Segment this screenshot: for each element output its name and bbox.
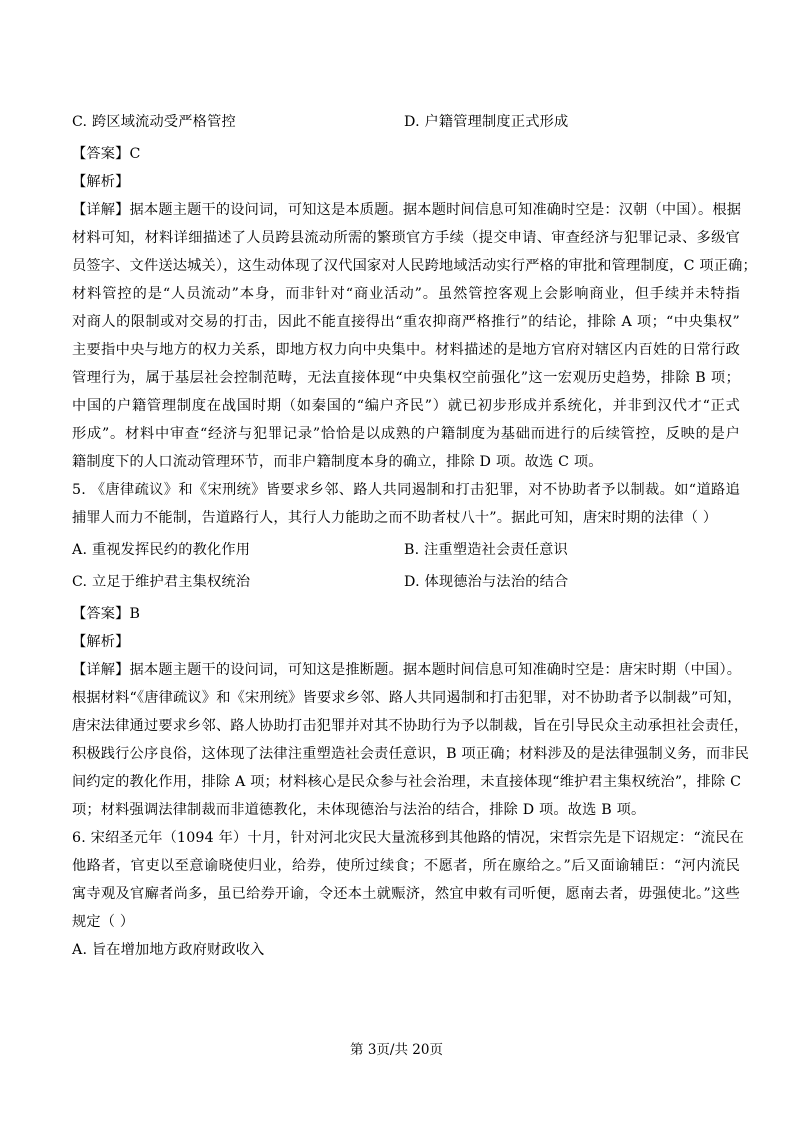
- detail-q4-line: 员签字、文件送达城关），这生动体现了汉代国家对人民跨地域活动实行严格的审批和管理制度，C 项正确；: [72, 258, 757, 274]
- detail-q4-line: 中国的户籍管理制度在战国时期（如秦国的“编户齐民”）就已初步形成并系统化，并非到汉代才“正式: [72, 398, 740, 414]
- page-footer: 第 3页/共 20页: [350, 1042, 443, 1058]
- detail-q5-line: 【详解】据本题主题干的设问词，可知这是推断题。据本题时间信息可知准确时空是：唐宋时期（中国）。: [72, 662, 742, 678]
- detail-q4-line: 籍制度下的人口流动管理环节，而非户籍制度本身的确立，排除 D 项。故选 C 项。: [72, 454, 603, 470]
- detail-q4-line: 对商人的限制或对交易的打击，因此不能直接得出“重农抑商严格推行”的结论，排除 A 项；“中央集权”: [72, 314, 740, 330]
- detail-q4-line: 管理行为，属于基层社会控制范畴，无法直接体现“中央集权空前强化”这一宏观历史趋势，排除 B 项；: [72, 370, 740, 386]
- answer-q4: 【答案】C: [72, 146, 141, 162]
- detail-q4-line: 【详解】据本题主题干的设问词，可知这是本质题。据本题时间信息可知准确时空是：汉朝（中国）。根据: [72, 202, 742, 218]
- detail-q4-line: 材料管控的是“人员流动”本身，而非针对“商业活动”。虽然管控客观上会影响商业，但手续并未特指: [72, 286, 740, 302]
- answer-q5: 【答案】B: [72, 606, 141, 622]
- options-row-cd-q4: [72, 108, 740, 136]
- question-6-stem: 寓寺观及官廨者尚多，虽已给券开谕，令还本土就赈济，然宜申敕有司听便，愿南去者，毋强使北。”这些: [72, 886, 740, 902]
- detail-q5-line: 间约定的教化作用，排除 A 项；材料核心是民众参与社会治理，未直接体现“维护君主集权统治”，排除 C: [72, 774, 742, 790]
- option-c-q4: C. 跨区域流动受严格管控: [72, 114, 236, 130]
- detail-q4-line: 形成”。材料中审查“经济与犯罪记录”恰恰是以成熟的户籍制度为基础而进行的后续管控，反映的是户: [72, 426, 740, 442]
- question-6-stem: 6. 宋绍圣元年（1094 年）十月，针对河北灾民大量流移到其他路的情况，宋哲宗先是下诏规定：“流民在: [72, 830, 744, 846]
- analysis-heading-q5: 【解析】: [72, 634, 130, 650]
- option-c-q5: C. 立足于维护君主集权统治: [72, 574, 251, 590]
- page-content: [72, 108, 757, 964]
- options-row-ab-q5: [72, 536, 740, 564]
- options-row-cd-q5: [72, 568, 740, 596]
- question-6-stem: 规定（ ）: [72, 914, 135, 930]
- question-6-stem: 他路者，官吏以至意谕晓使归业，给券，使所过续食；不愿者，所在廪给之。”后又面谕辅臣：“河内流民: [72, 858, 740, 874]
- detail-q5-line: 积极践行公序良俗，这体现了法律注重塑造社会责任意识，B 项正确；材料涉及的是法律强制义务，而非民: [72, 746, 750, 762]
- detail-q5-line: 唐宋法律通过要求乡邻、路人协助打击犯罪并对其不协助行为予以制裁，旨在引导民众主动承担社会责任，: [72, 718, 749, 734]
- analysis-heading-q4: 【解析】: [72, 174, 130, 190]
- detail-q5-line: 项；材料强调法律制裁而非道德教化，未体现德治与法治的结合，排除 D 项。故选 B 项。: [72, 802, 646, 818]
- option-b-q5: B. 注重塑造社会责任意识: [404, 542, 568, 558]
- detail-q4-line: 材料可知，材料详细描述了人员跨县流动所需的繁琐官方手续（提交申请、审查经济与犯罪记录、多级官: [72, 230, 740, 246]
- option-d-q5: D. 体现德治与法治的结合: [404, 574, 569, 590]
- detail-q5-line: 根据材料“《唐律疏议》和《宋刑统》皆要求乡邻、路人共同遏制和打击犯罪，对不协助者予以制裁”可知，: [72, 690, 742, 706]
- option-a-q5: A. 重视发挥民约的教化作用: [72, 542, 251, 558]
- question-5-stem: 捕罪人而力不能制，告道路行人，其行人力能助之而不助者杖八十”。据此可知，唐宋时期的法律（ ）: [72, 510, 718, 526]
- option-a-q6: A. 旨在增加地方政府财政收入: [72, 942, 265, 958]
- question-5-stem: 5. 《唐律疏议》和《宋刑统》皆要求乡邻、路人共同遏制和打击犯罪，对不协助者予以制裁。如“道路追: [72, 482, 740, 498]
- option-d-q4: D. 户籍管理制度正式形成: [404, 114, 569, 130]
- detail-q4-line: 主要指中央与地方的权力关系，即地方权力向中央集中。材料描述的是地方官府对辖区内百姓的日常行政: [72, 342, 740, 358]
